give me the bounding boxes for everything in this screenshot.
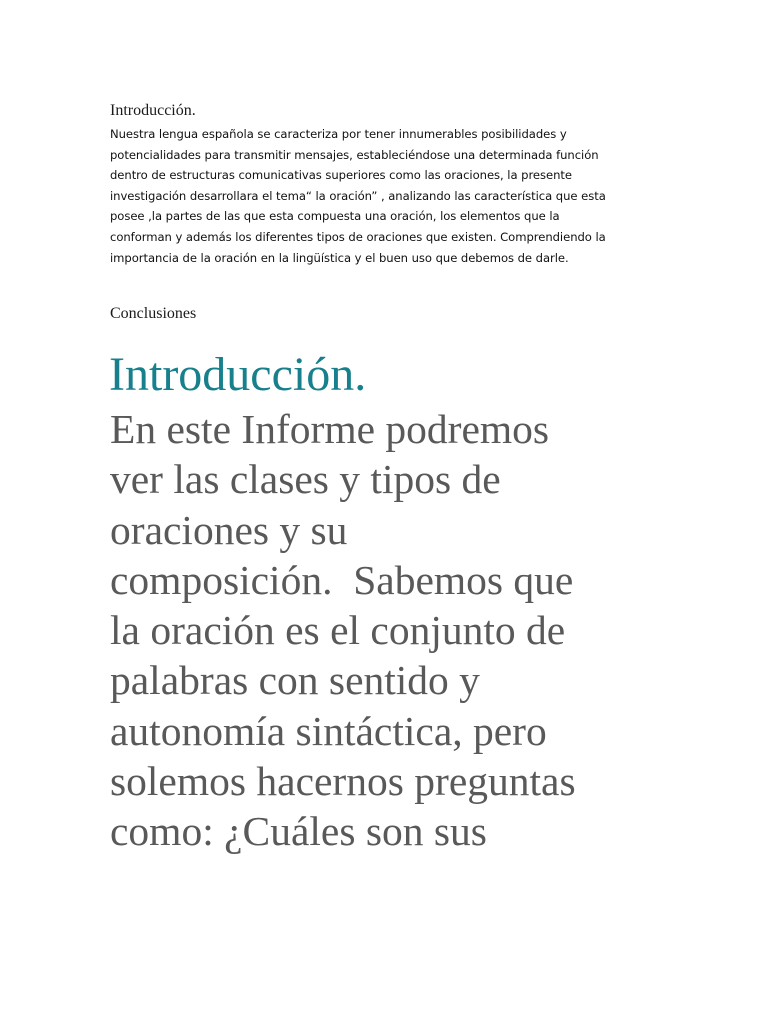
body-line: palabras con sentido y: [110, 657, 480, 704]
paragraph-line: importancia de la oración en la lingüística y el buen uso que debemos de darle.: [110, 250, 569, 265]
body-line: composición. Sabemos que: [110, 556, 574, 603]
paragraph-line: Nuestra lengua española se caracteriza por tener innumerables posibilidades y: [110, 127, 567, 141]
large-introduction-heading: Introducción.: [109, 348, 367, 401]
paragraph-line: posee ,la partes de las que esta compuesta una oración, los elementos que la: [110, 209, 560, 224]
body-line: autonomía sintáctica, pero: [110, 707, 547, 754]
paragraph-line: conforman y además los diferentes tipos de oraciones que existen. Comprendiendo la: [110, 229, 606, 244]
body-line: En este Informe podremos: [110, 406, 550, 452]
body-line: solemos hacernos preguntas: [110, 758, 576, 805]
introduction-paragraph: [110, 124, 670, 268]
conclusions-heading: Conclusiones: [110, 305, 197, 322]
body-line: la oración es el conjunto de: [110, 607, 566, 654]
introduction-heading: Introducción.: [110, 102, 196, 119]
paragraph-line: dentro de estructuras comunicativas superiores como las oraciones, la presente: [110, 168, 572, 183]
body-line: ver las clases y tipos de: [110, 456, 501, 503]
paragraph-line: potencialidades para transmitir mensajes, estableciéndose una determinada función: [110, 147, 599, 162]
large-introduction-body: [110, 404, 710, 857]
body-line: oraciones y su: [110, 506, 348, 553]
body-line: como: ¿Cuáles son sus: [110, 808, 487, 855]
paragraph-line: investigación desarrollara el tema“ la oración” , analizando las característica que esta: [110, 188, 606, 203]
